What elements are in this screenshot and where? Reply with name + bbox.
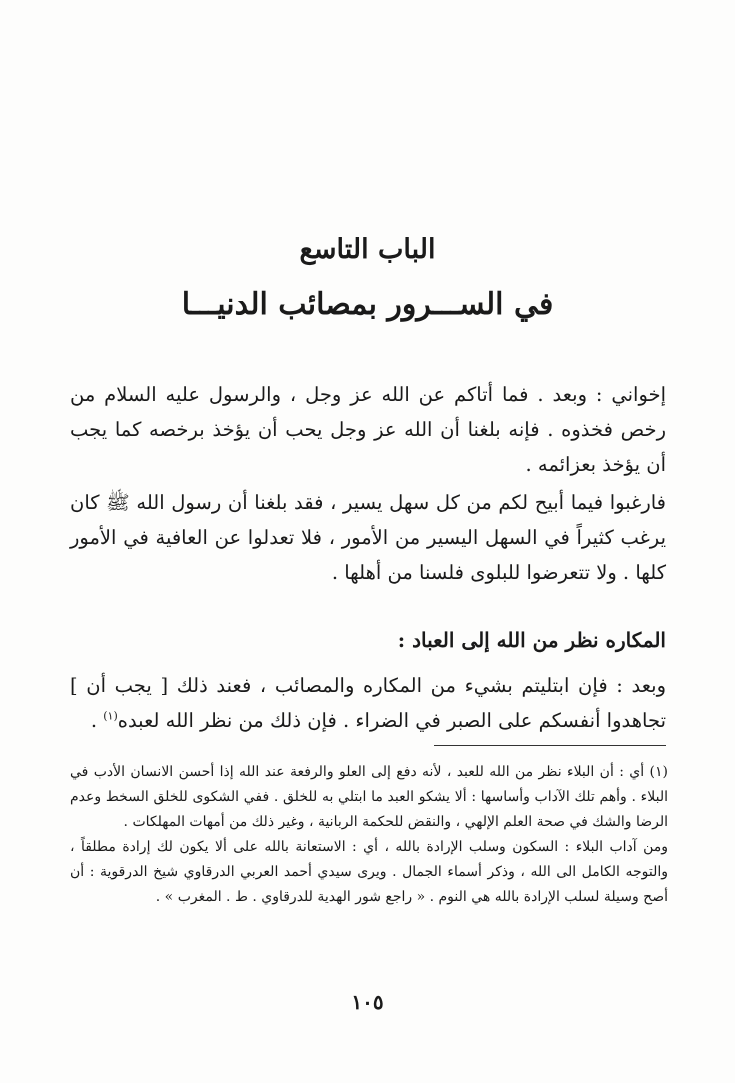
footnote-divider [434,745,666,746]
body-paragraph-2: فارغبوا فيما أبيح لكم من كل سهل يسير ، فقد بلغنا أن رسول الله ﷺ كان يرغب كثيراً في السهل اليسير من الأمور ، فلا تعدلوا عن العافية في الأمور كلها . ولا تتعرضوا للبلوى فلسنا من أهلها . [70,491,666,584]
section-paragraph [70,668,666,738]
section-heading: المكاره نظر من الله إلى العباد : [397,628,666,652]
section-paragraph-text: وبعد : فإن ابتليتم بشيء من المكاره والمصائب ، فعند ذلك [ يجب أن ] تجاهدوا أنفسكم على الصبر في الضراء . فإن ذلك من نظر الله لعبده [70,674,666,732]
chapter-title: في الســـرور بمصائب الدنيـــا [181,287,554,322]
page-number: ١٠٥ [351,990,384,1014]
body-paragraph-1: إخواني : وبعد . فما أتاكم عن الله عز وجل ، والرسول عليه السلام من رخص فخذوه . فإنه بلغنا أن الله عز وجل يحب أن يؤخذ برخصه كما يجب أن يؤخذ بعزائمه . [70,383,666,476]
intro-paragraph-block [70,377,666,482]
footnote-1: (١) أي : أن البلاء نظر من الله للعبد ، لأنه دفع إلى العلو والرفعة عند الله إذا أحسن الانسان الأدب في البلاء . وأهم تلك الآداب وأساسها : ألا يشكو العبد ما ابتلي به للخلق . ففي الشكوى للخلق السخط وعدم الرضا والشك في صحة العلم الإلهي ، والنقض للحكمة الربانية ، وغير ذلك من أمهات المهلكات . [70,764,668,830]
chapter-number: الباب التاسع [299,234,436,265]
section-paragraph-end: . [90,709,104,732]
section-paragraph-block [70,668,666,738]
second-paragraph-block [70,485,666,590]
footnote-2: ومن آداب البلاء : السكون وسلب الإرادة بالله ، أي : الاستعانة بالله على ألا يكون لك إرادة مطلقاً ، والتوجه الكامل الى الله ، وذكر أسماء الجمال . ويرى سيدي أحمد العربي الدرقاوي شيخ الدرقوية : أن أصح وسيلة لسلب الإرادة بالله هي النوم . « راجع شور الهدية للدرقاوي . ط . المغرب » . [70,839,668,905]
footnote-marker: (١) [103,709,118,723]
footnotes [70,760,668,910]
